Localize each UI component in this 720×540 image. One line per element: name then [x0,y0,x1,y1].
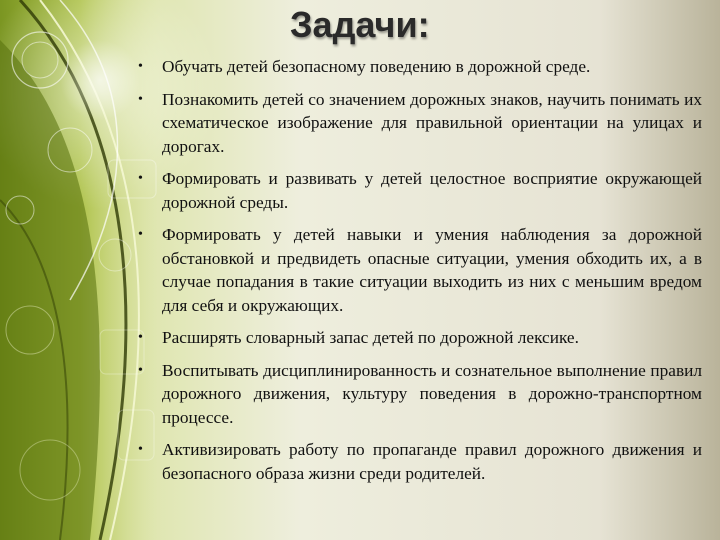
bullet-icon: • [138,227,143,242]
list-item-text: Формировать и развивать у детей целостное восприятие окружающей дорожной среды. [162,169,702,212]
bullet-icon: • [138,59,143,74]
slide-title: Задачи: [290,4,430,45]
list-item [136,223,702,317]
list-item [136,359,702,430]
list-item-text: Формировать у детей навыки и умения наблюдения за дорожной обстановкой и предвидеть опасные ситуации, умения обходить их, а в случае попадания в такие ситуации выходить из них с меньшим вредом для себя и окружающих. [162,225,702,315]
list-item [136,167,702,214]
bullet-icon: • [138,442,143,457]
bullet-icon: • [138,330,143,345]
bullet-icon: • [138,91,143,107]
list-item [136,88,702,159]
list-item-text: Воспитывать дисциплинированность и сознательное выполнение правил дорожного движения, культуру поведения в дорожно-транспортном процессе. [162,360,702,427]
list-item-text: Активизировать работу по пропаганде правил дорожного движения и безопасного образа жизни среди родителей. [162,440,702,483]
list-item-text: Обучать детей безопасному поведению в дорожной среде. [162,57,591,76]
list-item-text: Познакомить детей со значением дорожных знаков, научить понимать их схематическое изображение для правильной ориентации на улицах и дорогах. [162,89,702,156]
list-item [136,326,702,350]
list-item [136,55,702,79]
list-item-text: Расширять словарный запас детей по дорожной лексике. [162,328,579,347]
task-list [136,55,702,494]
list-item [136,438,702,485]
bullet-icon: • [138,171,143,186]
bullet-icon: • [138,362,143,378]
